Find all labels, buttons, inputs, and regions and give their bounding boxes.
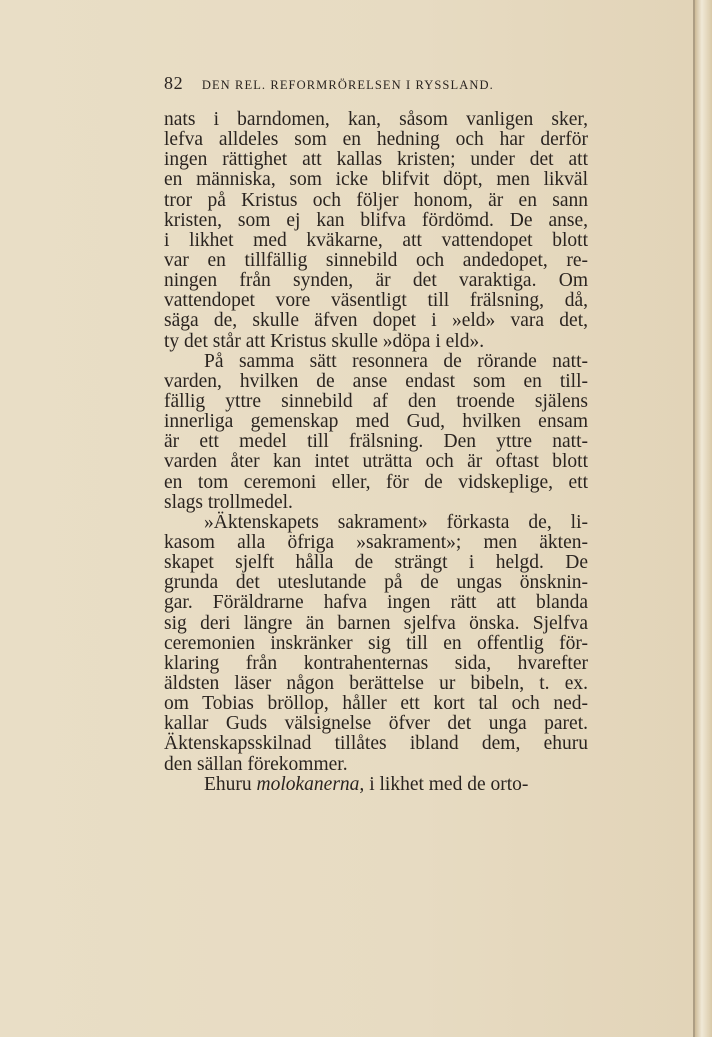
text-line: fällig yttre sinnebild af den troende själens	[164, 390, 588, 412]
text-line: säga de, skulle äfven dopet i »eld» vara det,	[164, 310, 588, 332]
text-line: nats i barndomen, kan, såsom vanligen sker,	[164, 109, 588, 130]
text-line: innerliga gemenskap med Gud, hvilken ensam	[164, 411, 588, 433]
text-line: klaring från kontrahenternas sida, hvarefter	[164, 652, 588, 674]
text-line: kallar Guds välsignelse öfver det unga paret.	[164, 713, 588, 735]
text-line: Äktenskapsskilnad tillåtes ibland dem, ehuru	[164, 733, 588, 755]
paragraph	[164, 513, 588, 775]
text-line: äldsten läser någon berättelse ur bibeln, t. ex.	[164, 672, 588, 694]
running-header	[164, 73, 590, 94]
text-line	[164, 775, 588, 795]
text-line: slags trollmedel.	[164, 491, 293, 513]
text-line: grunda det uteslutande på de ungas önsknin-	[164, 572, 588, 594]
text-line: lefva alldeles som en hedning och har derför	[164, 129, 588, 151]
text-line: om Tobias bröllop, håller ett kort tal och ned-	[164, 693, 588, 715]
text-line: ingen rättighet att kallas kristen; under det att	[164, 149, 588, 171]
text-line: ceremonien inskränker sig till en offentlig för-	[164, 632, 588, 654]
paragraph	[164, 110, 588, 352]
text-line: kasom alla öfriga »sakrament»; men äkten-	[164, 531, 588, 553]
text-line: är ett medel till frälsning. Den yttre natt-	[164, 431, 588, 453]
page-number: 82	[164, 73, 184, 93]
running-title: DEN REL. REFORMRÖRELSEN I RYSSLAND.	[201, 78, 494, 92]
text-line: en tom ceremoni eller, för de vidskeplige, ett	[164, 471, 588, 493]
text-line: varden åter kan intet uträtta och är oftast blott	[164, 451, 588, 473]
text-line: tror på Kristus och följer honom, är en sann	[164, 189, 588, 211]
italic-term: molokanerna,	[256, 773, 365, 795]
text-line: skapet sjelft hålla de strängt i helgd. De	[164, 552, 588, 574]
text-line: kristen, som ej kan blifva fördömd. De anse,	[164, 209, 588, 231]
text-segment: i likhet med de orto-	[364, 773, 529, 795]
text-line: sig deri längre än barnen sjelfva önska. Sjelfva	[164, 612, 588, 634]
text-line: en människa, som icke blifvit döpt, men likväl	[164, 169, 588, 191]
text-line: ty det står att Kristus skulle »döpa i eld».	[164, 330, 485, 352]
text-line: ningen från synden, är det varaktiga. Om	[164, 270, 588, 292]
text-line: den sällan förekommer.	[164, 753, 348, 775]
page-edge	[695, 0, 712, 1037]
text-line: var en tillfällig sinnebild och andedopet, re-	[164, 249, 588, 271]
text-line: På samma sätt resonnera de rörande natt-	[204, 350, 588, 372]
text-segment: Ehuru	[204, 773, 257, 795]
text-line: »Äktenskapets sakrament» förkasta de, li-	[204, 511, 588, 533]
text-line: varden, hvilken de anse endast som en till-	[164, 370, 588, 392]
paragraph	[164, 352, 588, 513]
body-text	[164, 110, 588, 795]
text-line: gar. Föräldrarne hafva ingen rätt att blanda	[164, 592, 588, 614]
text-line: vattendopet vore väsentligt till frälsning, då,	[164, 290, 588, 312]
text-line: i likhet med kväkarne, att vattendopet blott	[164, 229, 588, 251]
